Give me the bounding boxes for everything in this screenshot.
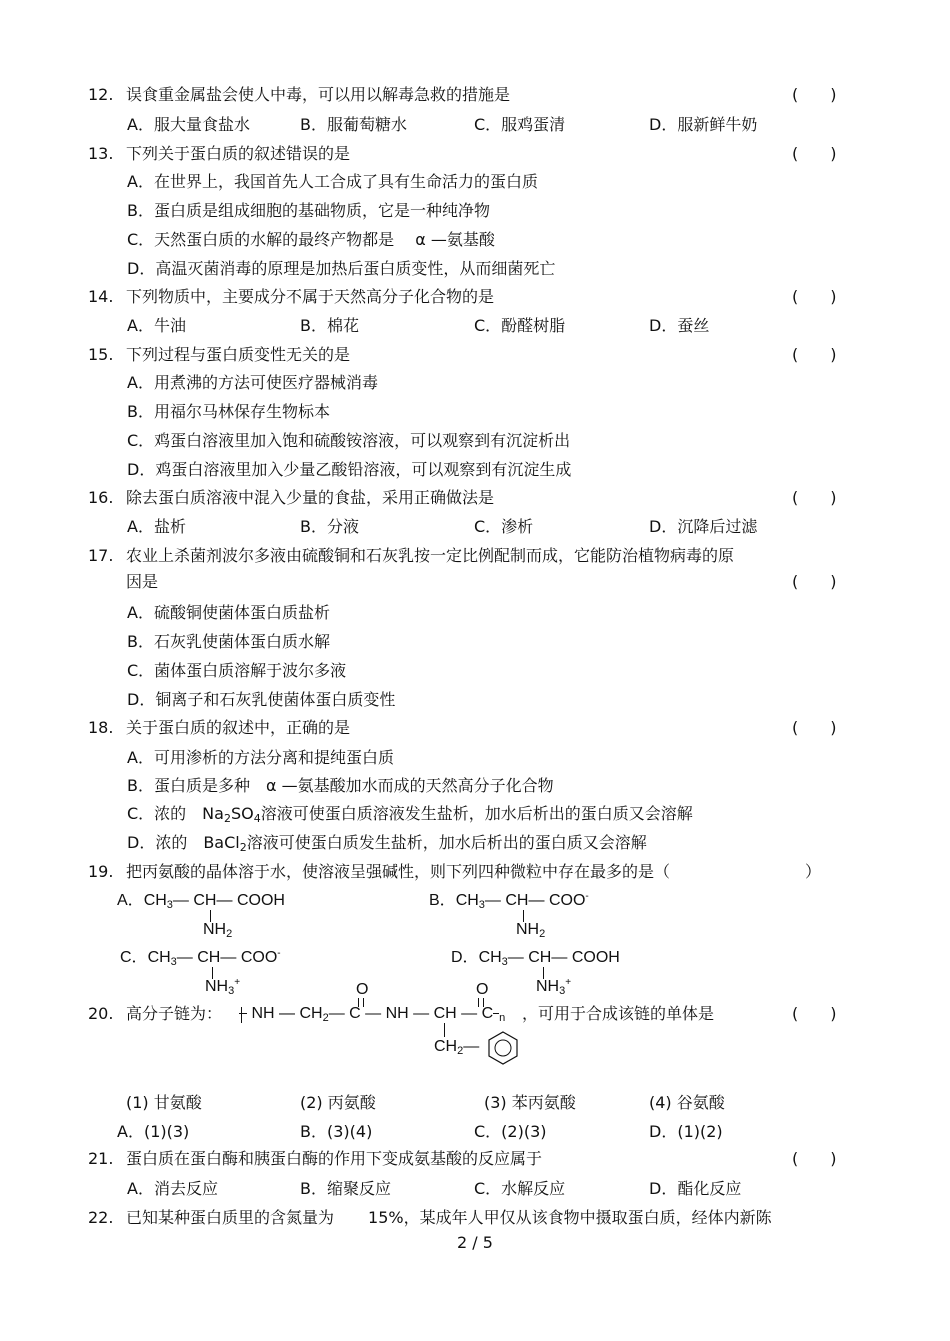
carbonyl-oxygen-2: O — [476, 981, 489, 998]
option-b: B．服葡萄糖水 — [300, 115, 407, 134]
polymer-chain: NH — CH2— C — NH — CH — C n — [239, 1004, 505, 1025]
option-b: B．蛋白质是多种 α —氨基酸加水而成的天然高分子化合物 — [127, 776, 554, 795]
option-c: C．渗析 — [474, 517, 534, 536]
amino-group: NH2 — [203, 921, 233, 940]
option-a: A．盐析 — [127, 517, 186, 536]
question-22-stem: 22. 已知某种蛋白质里的含氮量为 15%，某成年人甲仅从该食物中摄取蛋白质，经体内新陈 — [88, 1208, 772, 1227]
question-19-stem: 19. 把丙氨酸的晶体溶于水，使溶液呈强碱性，则下列四种微粒中存在最多的是（ — [88, 862, 671, 881]
option-d: D．铜离子和石灰乳使菌体蛋白质变性 — [127, 690, 396, 709]
question-12-stem: 12. 误食重金属盐会使人中毒，可以用以解毒急救的措施是 — [88, 85, 511, 104]
question-15-stem: 15. 下列过程与蛋白质变性无关的是 — [88, 345, 351, 364]
option-d: D．蚕丝 — [649, 316, 710, 335]
benzene-ring-icon — [486, 1030, 520, 1066]
answer-bracket[interactable]: ( ) — [792, 345, 837, 364]
answer-bracket[interactable]: ( ) — [792, 572, 837, 591]
answer-bracket[interactable]: ( ) — [792, 85, 837, 104]
answer-bracket[interactable]: ( ) — [792, 1149, 837, 1168]
question-17-stem: 17. 农业上杀菌剂波尔多液由硫酸铜和石灰乳按一定比例配制而成，它能防治植物病毒的原 — [88, 546, 735, 565]
option-b: B．棉花 — [300, 316, 359, 335]
option-c: C．菌体蛋白质溶解于波尔多液 — [127, 661, 347, 680]
option-c: C．鸡蛋白溶液里加入饱和硫酸铵溶液，可以观察到有沉淀析出 — [127, 431, 571, 450]
option-a-formula: A．CH3— CH— COOH — [117, 892, 285, 911]
option-a: A．在世界上，我国首先人工合成了具有生命活力的蛋白质 — [127, 172, 538, 191]
option-a: A．牛油 — [127, 316, 186, 335]
amino-group: NH3+ — [536, 977, 572, 997]
answer-bracket[interactable]: ( ) — [792, 287, 837, 306]
option-a: A．(1)(3) — [117, 1122, 190, 1141]
answer-bracket[interactable]: ( ) — [792, 144, 837, 163]
option-a: A．消去反应 — [127, 1179, 218, 1198]
answer-bracket[interactable]: ( ) — [792, 1004, 837, 1023]
option-c: C．水解反应 — [474, 1179, 566, 1198]
question-16-stem: 16. 除去蛋白质溶液中混入少量的食盐，采用正确做法是 — [88, 488, 495, 507]
monomer-1: (1) 甘氨酸 — [126, 1093, 202, 1112]
option-b: B．(3)(4) — [300, 1122, 373, 1141]
question-17-stem-cont: 因是 — [126, 572, 159, 591]
option-b: B．用福尔马林保存生物标本 — [127, 402, 330, 421]
option-d-formula: D．CH3— CH— COOH — [451, 949, 620, 968]
bond-line — [444, 1023, 445, 1037]
answer-bracket[interactable]: ( ) — [792, 488, 837, 507]
option-c: C．酚醛树脂 — [474, 316, 566, 335]
option-d: D．鸡蛋白溶液里加入少量乙酸铅溶液，可以观察到有沉淀生成 — [127, 460, 572, 479]
option-d: D．(1)(2) — [649, 1122, 723, 1141]
answer-bracket-close: ） — [805, 862, 822, 881]
option-b: B．石灰乳使菌体蛋白质水解 — [127, 632, 330, 651]
option-b: B．蛋白质是组成细胞的基础物质，它是一种纯净物 — [127, 201, 490, 220]
question-20-stem-end: ，可用于合成该链的单体是 — [522, 1004, 715, 1023]
monomer-4: (4) 谷氨酸 — [649, 1093, 725, 1112]
option-a: A．可用渗析的方法分离和提纯蛋白质 — [127, 748, 394, 767]
question-18-stem: 18. 关于蛋白质的叙述中，正确的是 — [88, 718, 351, 737]
option-c: C．浓的 Na2SO4溶液可使蛋白质溶液发生盐析，加水后析出的蛋白质又会溶解 — [127, 804, 693, 825]
amino-group: NH2 — [516, 921, 546, 940]
option-c: C．(2)(3) — [474, 1122, 547, 1141]
option-a: A．硫酸铜使菌体蛋白质盐析 — [127, 603, 330, 622]
answer-bracket[interactable]: ( ) — [792, 718, 837, 737]
side-chain: CH2— — [434, 1038, 480, 1057]
option-c-formula: C．CH3— CH— COO- — [120, 948, 281, 968]
option-c: C．天然蛋白质的水解的最终产物都是 α —氨基酸 — [127, 230, 495, 249]
option-b: B．分液 — [300, 517, 359, 536]
question-14-stem: 14. 下列物质中，主要成分不属于天然高分子化合物的是 — [88, 287, 495, 306]
option-a: A．服大量食盐水 — [127, 115, 250, 134]
option-a: A．用煮沸的方法可使医疗器械消毒 — [127, 373, 378, 392]
option-c: C．服鸡蛋清 — [474, 115, 566, 134]
option-d: D．沉降后过滤 — [649, 517, 758, 536]
carbonyl-oxygen-1: O — [356, 981, 369, 998]
monomer-3: (3) 苯丙氨酸 — [484, 1093, 576, 1112]
option-d: D．服新鲜牛奶 — [649, 115, 758, 134]
question-20-stem: 20. 高分子链为： — [88, 1004, 223, 1023]
option-d: D．浓的 BaCl2溶液可使蛋白质发生盐析，加水后析出的蛋白质又会溶解 — [127, 833, 647, 854]
page-number: 2 / 5 — [457, 1233, 493, 1252]
option-d: D．高温灭菌消毒的原理是加热后蛋白质变性，从而细菌死亡 — [127, 259, 556, 278]
question-21-stem: 21. 蛋白质在蛋白酶和胰蛋白酶的作用下变成氨基酸的反应属于 — [88, 1149, 543, 1168]
option-b-formula: B．CH3— CH— COO- — [429, 891, 589, 911]
option-d: D．酯化反应 — [649, 1179, 742, 1198]
option-b: B．缩聚反应 — [300, 1179, 391, 1198]
amino-group: NH3+ — [205, 977, 241, 997]
monomer-2: (2) 丙氨酸 — [300, 1093, 376, 1112]
question-13-stem: 13. 下列关于蛋白质的叙述错误的是 — [88, 144, 351, 163]
